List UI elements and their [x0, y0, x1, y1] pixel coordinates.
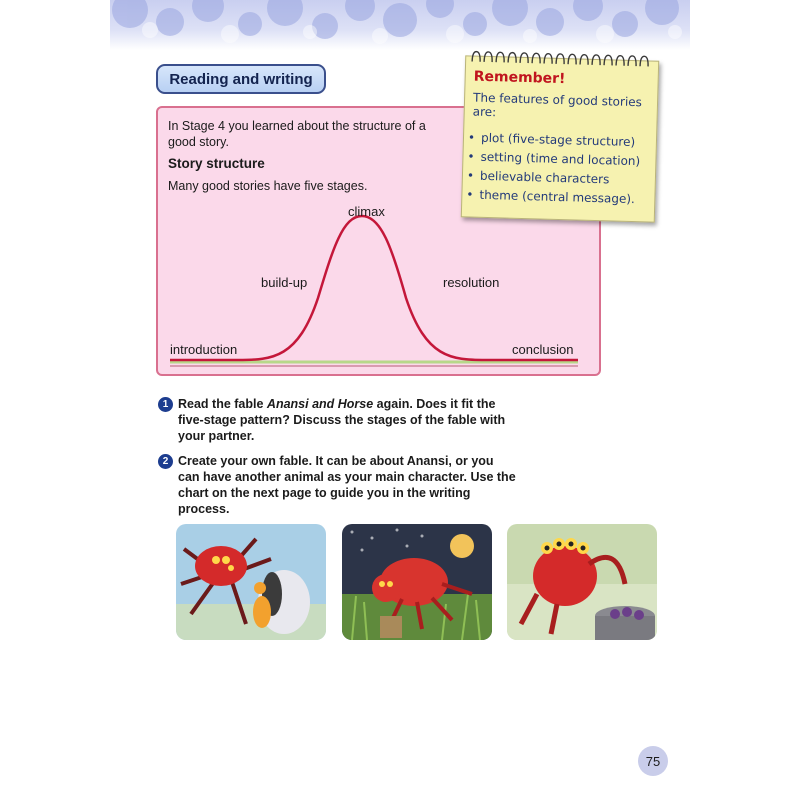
- story-arc-curve: [170, 216, 578, 360]
- spiral-binding-icon: [466, 49, 658, 68]
- note-item: • believable characters: [467, 166, 640, 190]
- story-intro-text: In Stage 4 you learned about the structure of a good story.: [168, 119, 426, 149]
- fable-title: Anansi and Horse: [266, 397, 374, 411]
- spider-in-grass-illustration: [342, 524, 492, 640]
- note-item: • plot (five-stage structure): [468, 128, 641, 152]
- note-item: • theme (central message).: [466, 185, 639, 209]
- story-structure-desc: Many good stories have five stages.: [168, 179, 368, 193]
- section-heading: Reading and writing: [156, 64, 326, 94]
- page-number: 75: [638, 746, 668, 776]
- spider-at-pot-illustration: [507, 524, 657, 640]
- remember-note: [461, 55, 659, 222]
- stage-climax: climax: [348, 204, 385, 219]
- textbook-page: [110, 0, 690, 800]
- note-title: Remember!: [473, 68, 566, 88]
- stage-resolution: resolution: [443, 275, 500, 290]
- question-text-part: again. Does it fit the five-stage pattern? Discuss the stages of the fable with your partner.: [178, 397, 506, 443]
- question-number-badge: 1: [158, 397, 173, 412]
- question-text-part: Read the fable: [178, 397, 267, 411]
- spider-and-fly-illustration: [176, 524, 326, 640]
- note-list: [466, 128, 641, 209]
- question-number-badge: 2: [158, 454, 173, 469]
- question-text: Create your own fable. It can be about Anansi, or you can have another animal as your main character. Use the chart on the next page to guide you in the writing process.: [178, 454, 516, 516]
- story-structure-title: Story structure: [168, 156, 265, 171]
- stage-build-up: build-up: [261, 275, 308, 290]
- note-item: • setting (time and location): [467, 147, 640, 171]
- stage-conclusion: conclusion: [512, 342, 574, 357]
- bubble-banner: [110, 0, 690, 50]
- question-text: [178, 396, 518, 444]
- note-intro: The features of good stories are:: [472, 90, 643, 120]
- stage-introduction: introduction: [170, 342, 238, 357]
